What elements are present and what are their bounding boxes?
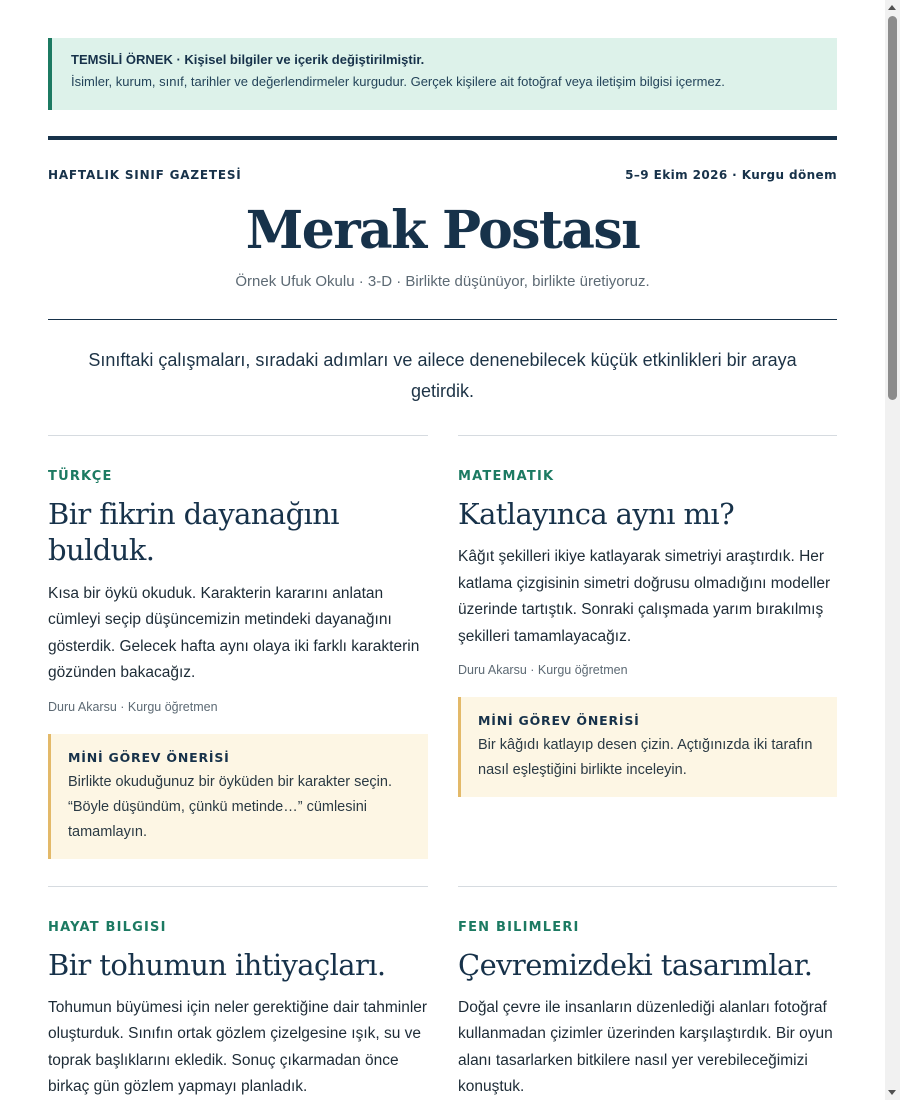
mini-task-box (48, 734, 428, 859)
article-headline: Çevremizdeki tasarımlar. (458, 947, 813, 982)
notice-text: İsimler, kurum, sınıf, tarihler ve değerlendirmeler kurgudur. Gerçek kişilere ait fotoğraf veya iletişim bilgisi içermez. (71, 74, 725, 89)
notice-title: TEMSİLİ ÖRNEK · Kişisel bilgiler ve içerik değiştirilmiştir. (71, 52, 425, 67)
article-fen-bilimleri (458, 886, 837, 1101)
newsletter-kicker: HAFTALIK SINIF GAZETESİ (48, 168, 242, 182)
article-body: Kısa bir öykü okuduk. Karakterin kararını anlatan cümleyi seçip düşüncemizin metindeki dayanağını gösterdik. Gelecek hafta aynı olaya iki farklı karakterin gözünden bakacağız. (48, 584, 420, 682)
issue-date: 5–9 Ekim 2026 · Kurgu dönem (625, 168, 837, 182)
section-label: HAYAT BILGISI (48, 919, 167, 935)
article-hayat-bilgisi (48, 886, 428, 1101)
article-body: Kâğıt şekilleri ikiye katlayarak simetriyi araştırdık. Her katlama çizgisinin simetri doğrusu olmadığını modeller üzerinde tartıştık. Sonraki çalışmada yarım bırakılmış şekilleri tamamlayacağız. (458, 548, 831, 645)
masthead-meta (48, 168, 837, 182)
scroll-up-arrow-icon[interactable] (888, 5, 896, 10)
mini-task-label: MİNİ GÖREV ÖNERİSİ (68, 749, 230, 765)
sample-notice (48, 38, 837, 110)
scrollbar-thumb[interactable] (888, 16, 897, 400)
newsletter-title: Merak Postası (245, 200, 640, 261)
article-byline: Duru Akarsu · Kurgu öğretmen (48, 699, 218, 714)
article-turkce (48, 435, 428, 859)
masthead-top-rule (48, 136, 837, 140)
newsletter-subtitle: Örnek Ufuk Okulu · 3-D · Birlikte düşünüyor, birlikte üretiyoruz. (235, 273, 650, 291)
article-body: Tohumun büyümesi için neler gerektiğine dair tahminler oluşturduk. Sınıfın ortak gözlem çizelgesine ışık, su ve toprak başlıklarını ekledik. Sonuç çıkarmadan önce birkaç gün gözlem yapmayı planladık. (48, 998, 428, 1096)
scroll-down-arrow-icon[interactable] (888, 1090, 896, 1095)
mini-task-box (458, 697, 837, 797)
section-label: MATEMATIK (458, 469, 555, 485)
article-headline: Bir fikrin dayanağını bulduk. (48, 497, 339, 568)
intro-text: Sınıftaki çalışmaları, sıradaki adımları ve ailece denenebilecek küçük etkinlikleri bir araya getirdik. (88, 350, 797, 402)
article-headline: Bir tohumun ihtiyaçları. (48, 947, 386, 982)
article-body: Doğal çevre ile insanların düzenlediği alanları fotoğraf kullanmadan çizimler üzerinden karşılaştırdık. Bir oyun alanı tasarlarken bitkilere nasıl yer verebileceğimizi konuştuk. (458, 998, 833, 1096)
article-byline: Duru Akarsu · Kurgu öğretmen (458, 663, 628, 678)
mini-task-text: Bir kâğıdı katlayıp desen çizin. Açtığınızda iki tarafın nasıl eşleştiğini birlikte inceleyin. (478, 737, 813, 779)
section-label: FEN BILIMLERI (458, 919, 580, 935)
article-grid (48, 435, 837, 1101)
vertical-scrollbar[interactable] (885, 0, 900, 1100)
masthead-bottom-rule (48, 319, 837, 320)
mini-task-text: Birlikte okuduğunuz bir öyküden bir karakter seçin. “Böyle düşündüm, çünkü metinde…” cümlesini tamamlayın. (68, 773, 392, 840)
newsletter-page (48, 38, 837, 1101)
article-headline: Katlayınca aynı mı? (458, 497, 735, 532)
article-matematik (458, 435, 837, 859)
section-label: TÜRKÇE (48, 469, 113, 485)
mini-task-label: MİNİ GÖREV ÖNERİSİ (478, 713, 640, 729)
